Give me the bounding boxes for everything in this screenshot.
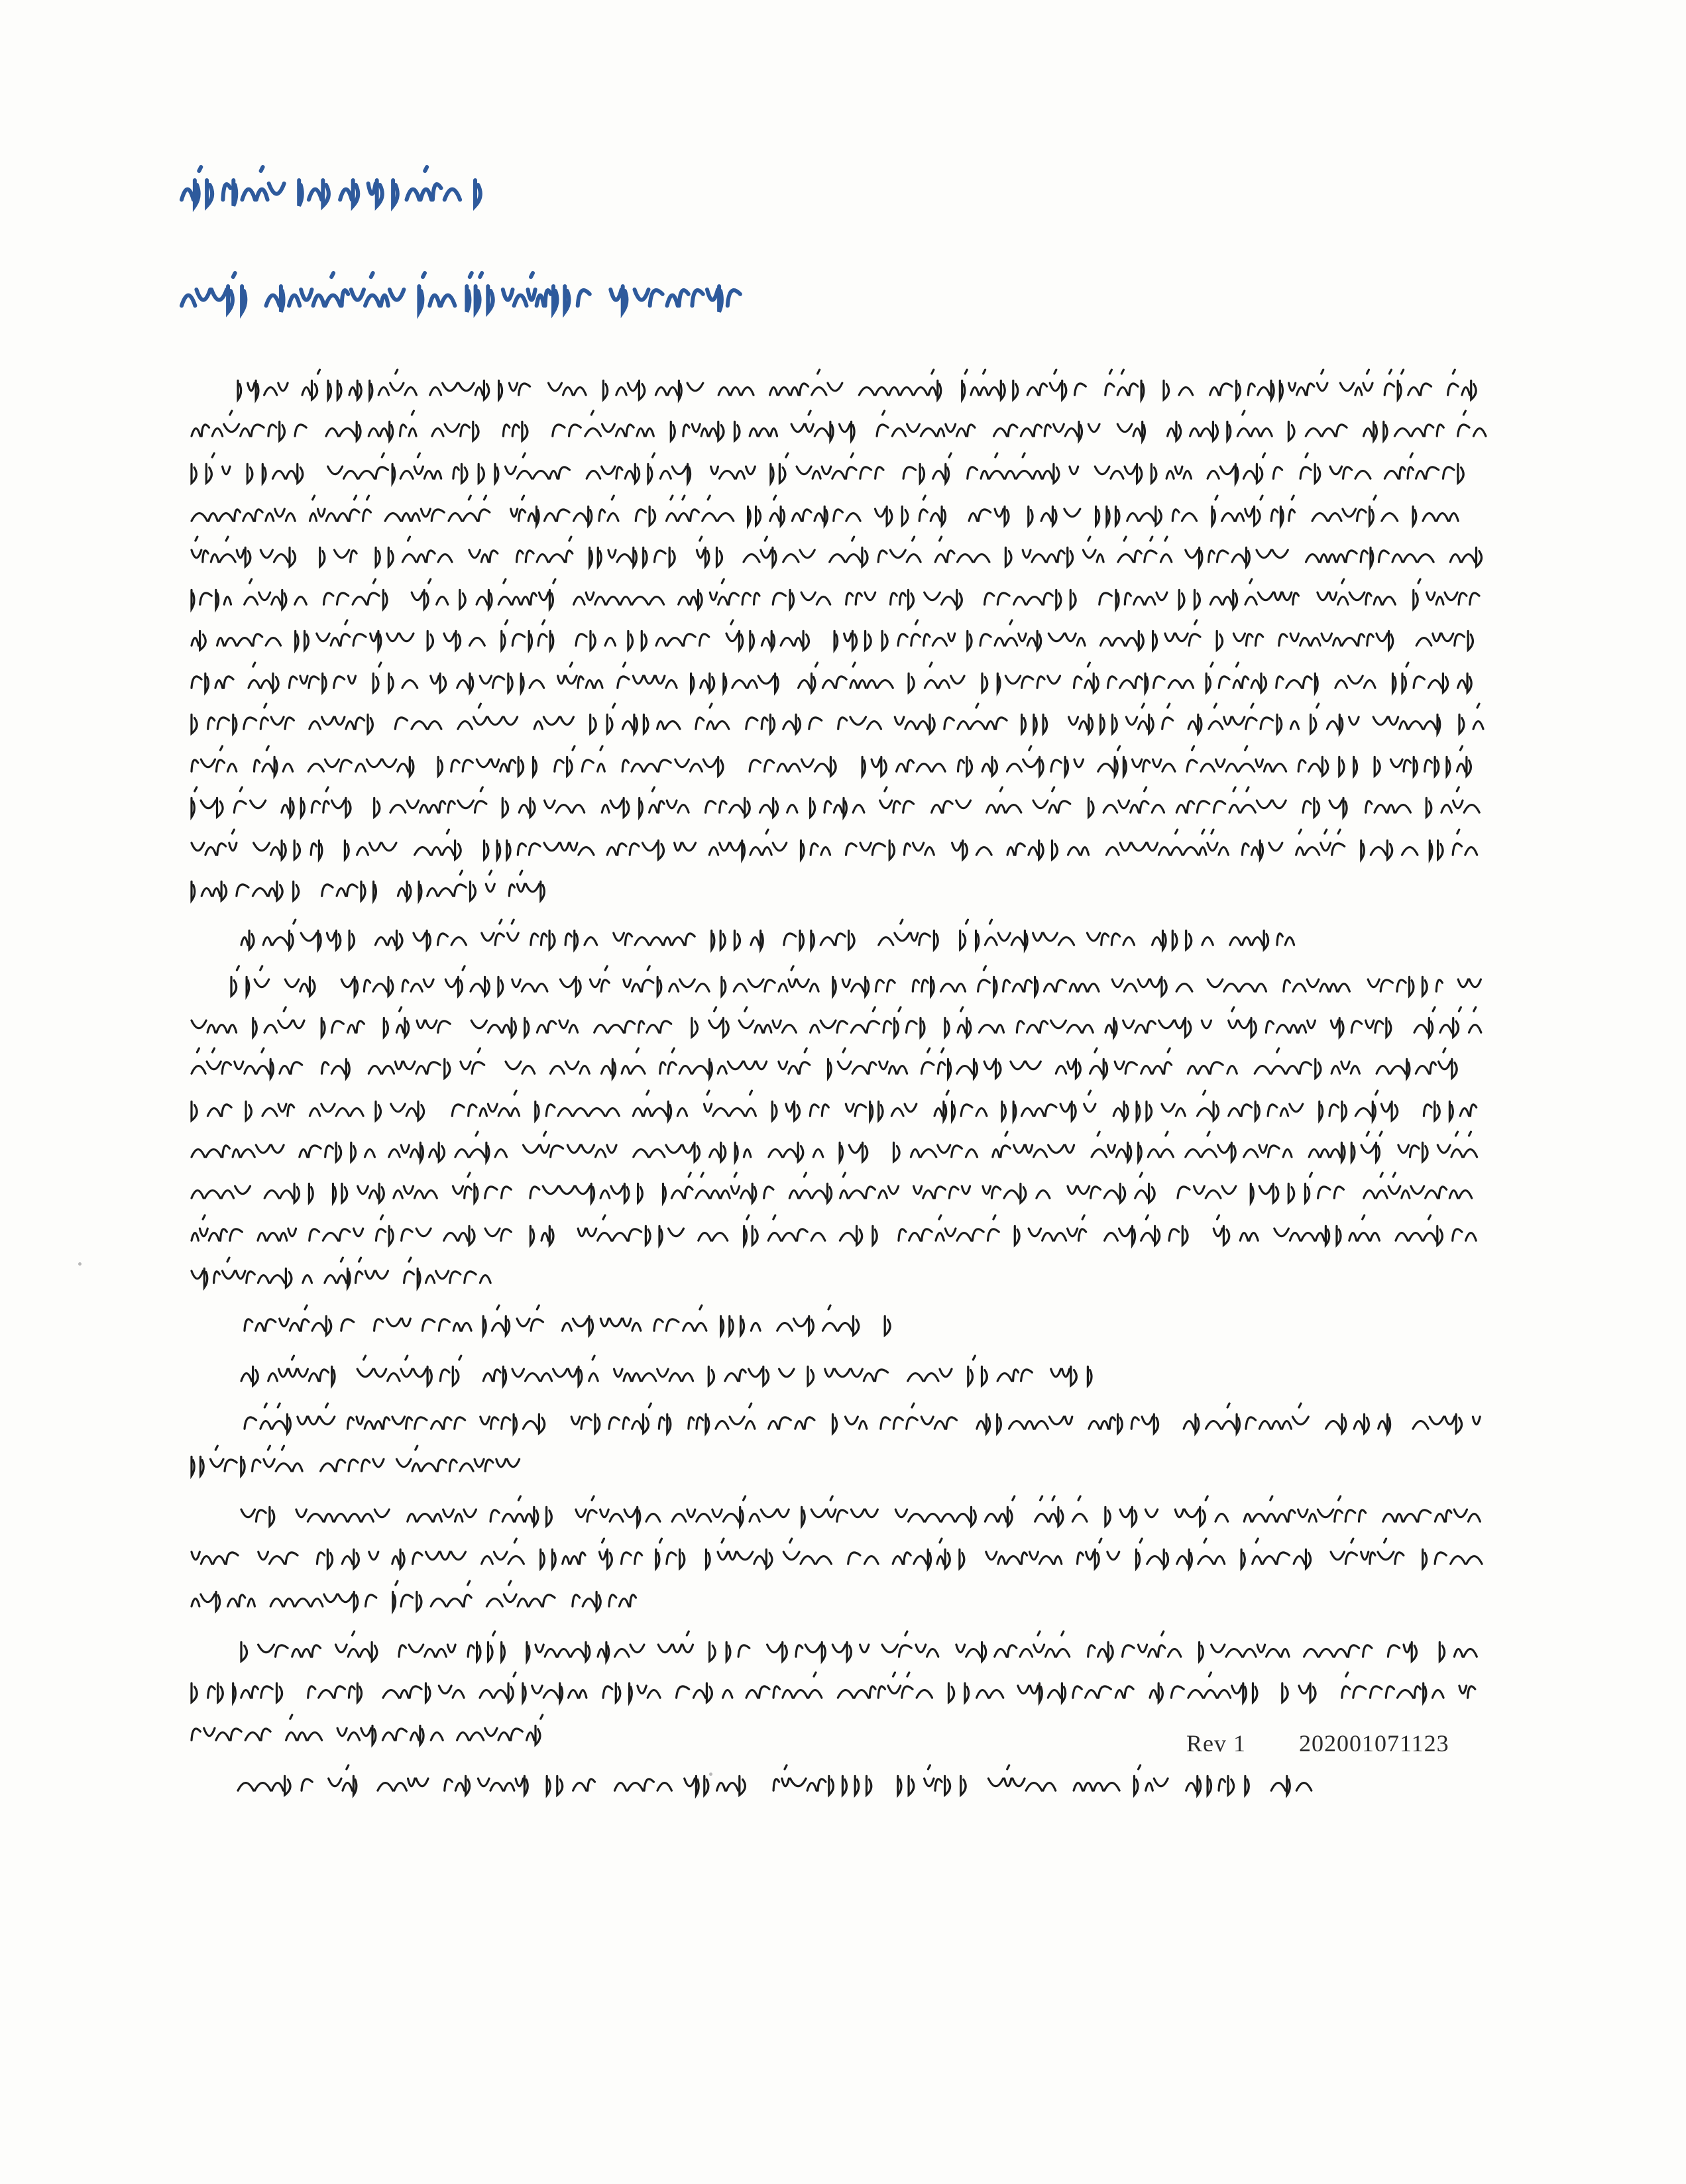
- body-script-line: [189, 1585, 666, 1619]
- script-glyphs: [192, 1091, 1477, 1120]
- body-script-line: [189, 667, 1481, 701]
- body-script-line: [189, 583, 1481, 618]
- script-glyphs: [192, 1715, 543, 1745]
- body-script-line: [239, 1635, 1481, 1670]
- script-glyphs: [192, 1446, 520, 1476]
- body-script-line: [189, 1543, 1481, 1577]
- title-heading: [179, 171, 497, 221]
- script-glyphs: [192, 620, 1473, 650]
- body-script-line: [189, 834, 1481, 868]
- script-glyphs: [192, 1048, 1457, 1078]
- script-glyphs: [192, 579, 1479, 609]
- body-script-line: [242, 1309, 905, 1344]
- body-script-line: [189, 457, 1481, 492]
- body-script-line: [189, 541, 1481, 575]
- script-glyphs: [241, 1631, 1477, 1661]
- body-script-line: [189, 1011, 1481, 1046]
- body-script-line: [189, 500, 1481, 534]
- script-glyphs: [241, 920, 1294, 950]
- script-glyphs: [245, 1403, 1480, 1433]
- script-glyphs: [192, 871, 544, 901]
- script-glyphs: [192, 496, 1458, 525]
- script-glyphs: [192, 1539, 1482, 1568]
- subtitle-heading: [179, 277, 769, 327]
- body-script-line: [189, 1219, 1481, 1254]
- scan-speck: [709, 1773, 712, 1776]
- body-script-line: [189, 624, 1481, 659]
- revision-label: Rev 1: [1186, 1730, 1246, 1757]
- body-script-line: [235, 374, 1481, 408]
- script-glyphs: [192, 411, 1486, 441]
- script-glyphs: [192, 746, 1471, 776]
- body-script-line: [239, 924, 1312, 958]
- script-glyphs: [192, 1258, 490, 1287]
- script-glyphs: [192, 1215, 1476, 1245]
- body-script-line: [229, 970, 1481, 1005]
- script-glyphs: [241, 1356, 1092, 1386]
- document-footer: [1186, 1729, 1449, 1757]
- body-script-line: [189, 791, 1481, 826]
- body-script-line: [235, 1769, 1316, 1804]
- body-script-line: [189, 1177, 1481, 1211]
- script-glyphs: [231, 966, 1481, 996]
- script-glyphs: [192, 787, 1479, 817]
- body-script-line: [189, 1450, 540, 1484]
- script-glyphs: [238, 1765, 1312, 1795]
- script-glyphs: [192, 663, 1471, 692]
- body-script-line: [189, 708, 1481, 742]
- body-script-line: [189, 750, 1481, 785]
- body-script-line: [189, 1095, 1481, 1129]
- body-script-line: [189, 1052, 1481, 1087]
- body-script-line: [242, 1407, 1481, 1442]
- body-script-line: [189, 1262, 507, 1296]
- title-script-glyphs: [182, 167, 480, 206]
- scan-speck: [78, 1262, 82, 1266]
- body-script-line: [189, 875, 560, 909]
- body-script-line: [189, 1719, 547, 1753]
- body-script-line: [189, 1676, 1481, 1711]
- script-glyphs: [192, 704, 1483, 734]
- script-glyphs: [192, 453, 1463, 483]
- body-script-line: [189, 415, 1481, 449]
- body-script-line: [239, 1500, 1481, 1535]
- document-number: 202001071123: [1299, 1730, 1449, 1757]
- body-script-line: [239, 1360, 1094, 1394]
- script-glyphs: [192, 1672, 1475, 1702]
- script-glyphs: [192, 537, 1481, 567]
- body-script-line: [189, 1136, 1481, 1170]
- script-glyphs: [238, 370, 1476, 400]
- script-glyphs: [192, 1581, 636, 1611]
- script-glyphs: [192, 1132, 1477, 1162]
- subtitle-script-glyphs: [182, 273, 740, 312]
- script-glyphs: [192, 1173, 1472, 1203]
- script-glyphs: [192, 830, 1477, 859]
- script-glyphs: [192, 1007, 1481, 1037]
- script-glyphs: [241, 1496, 1480, 1526]
- script-glyphs: [245, 1305, 890, 1335]
